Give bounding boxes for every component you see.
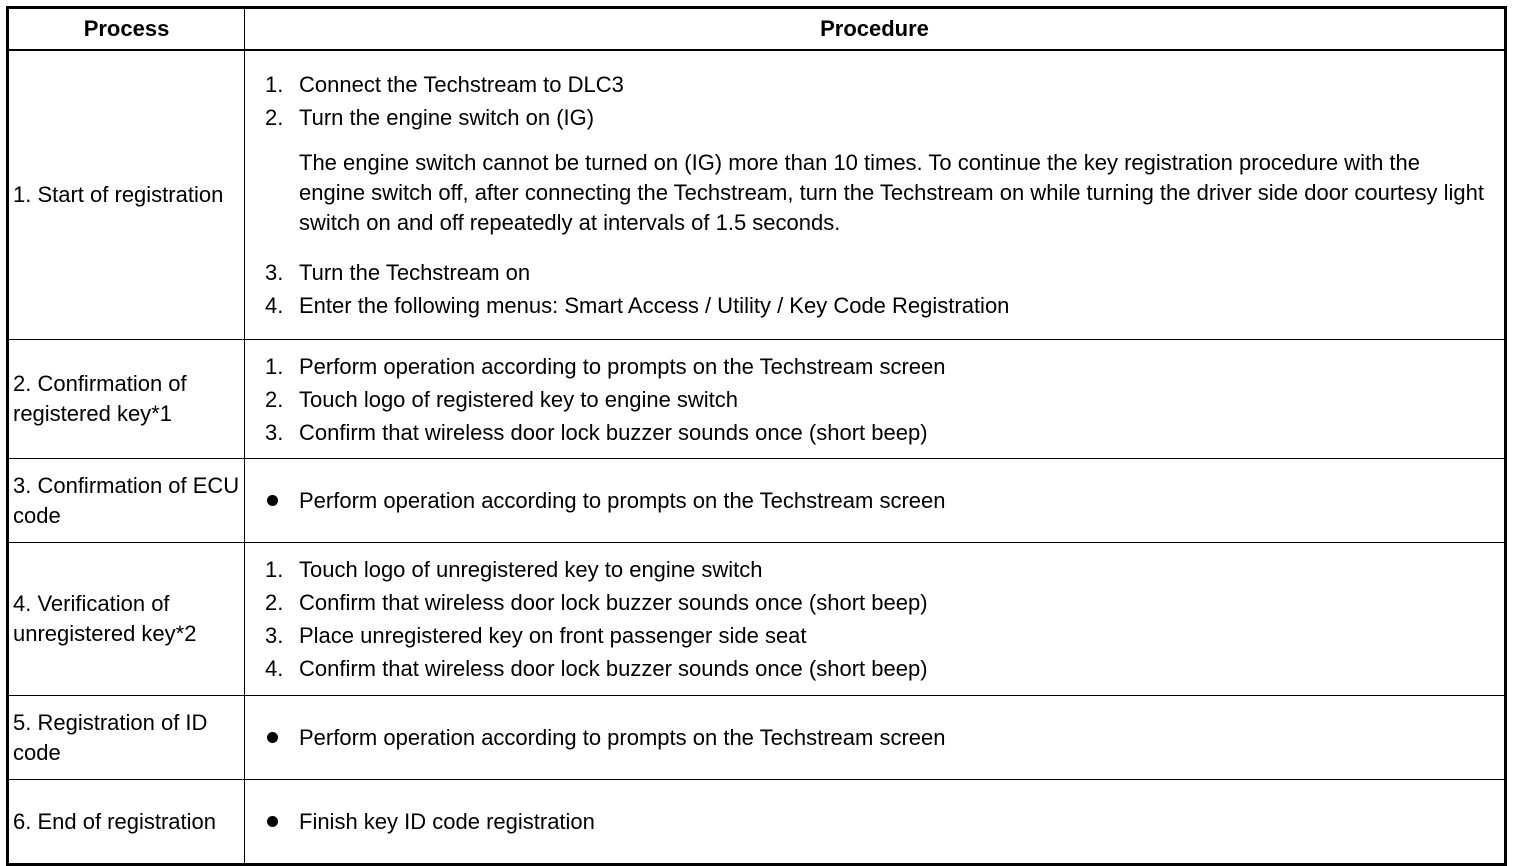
step-number: 1. — [265, 72, 284, 97]
process-cell: 2. Confirmation of registered key*1 — [8, 340, 245, 459]
process-cell: 1. Start of registration — [8, 50, 245, 340]
process-cell: 3. Confirmation of ECU code — [8, 459, 245, 543]
step-number: 2. — [265, 590, 284, 615]
step-number: 3. — [265, 260, 284, 285]
step-text: Connect the Techstream to DLC3 — [299, 72, 624, 97]
step-number: 3. — [265, 623, 284, 648]
step-number: 1. — [265, 557, 284, 582]
procedure-cell — [245, 543, 1506, 696]
step-text: Touch logo of unregistered key to engine switch — [299, 557, 763, 582]
step-number: 4. — [265, 293, 284, 318]
step-text: Finish key ID code registration — [299, 809, 595, 834]
table-row — [8, 50, 1506, 340]
procedure-cell — [245, 340, 1506, 459]
procedure-table — [6, 6, 1507, 866]
procedure-step — [265, 721, 1490, 754]
procedure-cell — [245, 50, 1506, 340]
step-text: Perform operation according to prompts on the Techstream screen — [299, 353, 946, 379]
procedure-step — [265, 805, 1490, 838]
procedure-step — [265, 553, 1490, 586]
table-row — [8, 696, 1506, 780]
procedure-cell — [245, 696, 1506, 780]
step-text: Touch logo of registered key to engine switch — [299, 386, 739, 412]
step-number: 2. — [265, 105, 284, 130]
procedure-step — [265, 586, 1490, 619]
procedure-step — [265, 652, 1490, 685]
header-procedure: Procedure — [245, 8, 1506, 51]
table-row — [8, 459, 1506, 543]
procedure-step — [265, 101, 1490, 134]
procedure-cell — [245, 459, 1506, 543]
procedure-step — [265, 350, 1490, 383]
step-number: 2. — [265, 386, 284, 412]
procedure-step — [265, 68, 1490, 101]
procedure-step — [265, 256, 1490, 289]
step-text: Place unregistered key on front passenger side seat — [299, 623, 807, 648]
procedure-step — [265, 289, 1490, 322]
process-cell: 5. Registration of ID code — [8, 696, 245, 780]
process-cell: 6. End of registration — [8, 780, 245, 865]
step-text: Perform operation according to prompts on the Techstream screen — [299, 488, 946, 513]
procedure-step — [265, 484, 1490, 517]
procedure-note: The engine switch cannot be turned on (IG) more than 10 times. To continue the key registration procedure with the engine switch off, after connecting the Techstream, turn the Techstream on while turning the driver side door courtesy light switch on and off repeatedly at intervals of 1.5 seconds. — [299, 150, 1484, 235]
procedure-step — [265, 383, 1490, 416]
procedure-step — [265, 619, 1490, 652]
step-text: Turn the engine switch on (IG) — [299, 105, 595, 130]
process-cell: 4. Verification of unregistered key*2 — [8, 543, 245, 696]
step-text: Confirm that wireless door lock buzzer sounds once (short beep) — [299, 656, 928, 681]
step-text: Perform operation according to prompts on the Techstream screen — [299, 725, 946, 750]
step-number: 4. — [265, 656, 284, 681]
step-text: Confirm that wireless door lock buzzer sounds once (short beep) — [299, 419, 928, 445]
procedure-cell — [245, 780, 1506, 865]
step-number: 3. — [265, 419, 284, 445]
table-row — [8, 340, 1506, 459]
step-text: Enter the following menus: Smart Access / Utility / Key Code Registration — [299, 293, 1010, 318]
procedure-step — [265, 416, 1490, 449]
step-text: Turn the Techstream on — [299, 260, 531, 285]
table-row — [8, 543, 1506, 696]
step-text: Confirm that wireless door lock buzzer sounds once (short beep) — [299, 590, 928, 615]
header-row — [8, 8, 1506, 51]
step-number: 1. — [265, 353, 284, 379]
header-process: Process — [8, 8, 245, 51]
table-row — [8, 780, 1506, 865]
